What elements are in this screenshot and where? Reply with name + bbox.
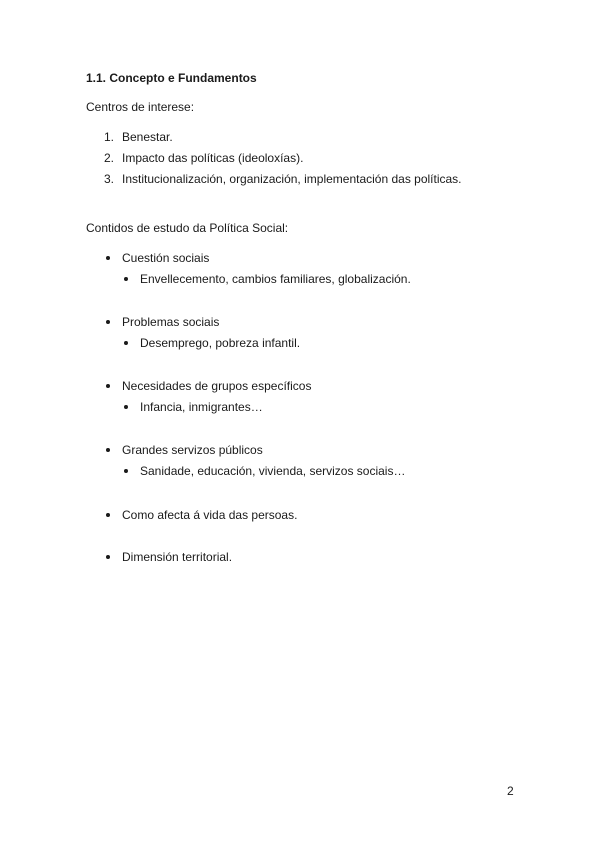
list-item: Dimensión territorial. <box>122 550 233 564</box>
interest-intro: Centros de interese: <box>86 100 195 114</box>
bullet-icon <box>106 555 110 559</box>
list-number: 2. <box>104 151 115 165</box>
list-number: 1. <box>104 130 115 144</box>
bullet-icon <box>124 277 128 281</box>
list-item: Necesidades de grupos específicos <box>122 379 312 393</box>
list-item: Grandes servizos públicos <box>122 443 263 457</box>
list-number: 3. <box>104 172 115 186</box>
sub-list-item: Desemprego, pobreza infantil. <box>140 336 301 350</box>
list-item: Problemas sociais <box>122 315 220 329</box>
section-title: 1.1. Concepto e Fundamentos <box>86 71 257 85</box>
list-item: Cuestión sociais <box>122 251 210 265</box>
bullet-icon <box>124 469 128 473</box>
bullet-icon <box>106 320 110 324</box>
sub-list-item: Sanidade, educación, vivienda, servizos sociais… <box>140 464 406 478</box>
list-item: Institucionalización, organización, implementación das políticas. <box>122 172 462 186</box>
list-item: Benestar. <box>122 130 173 144</box>
list-item: Como afecta á vida das persoas. <box>122 508 298 522</box>
sub-list-item: Envellecemento, cambios familiares, globalización. <box>140 272 411 286</box>
bullet-icon <box>106 448 110 452</box>
contents-intro: Contidos de estudo da Política Social: <box>86 221 289 235</box>
bullet-icon <box>106 513 110 517</box>
bullet-icon <box>106 384 110 388</box>
bullet-icon <box>106 256 110 260</box>
bullet-icon <box>124 405 128 409</box>
sub-list-item: Infancia, inmigrantes… <box>140 400 263 414</box>
bullet-icon <box>124 341 128 345</box>
page-number: 2 <box>507 784 514 798</box>
list-item: Impacto das políticas (ideoloxías). <box>122 151 304 165</box>
